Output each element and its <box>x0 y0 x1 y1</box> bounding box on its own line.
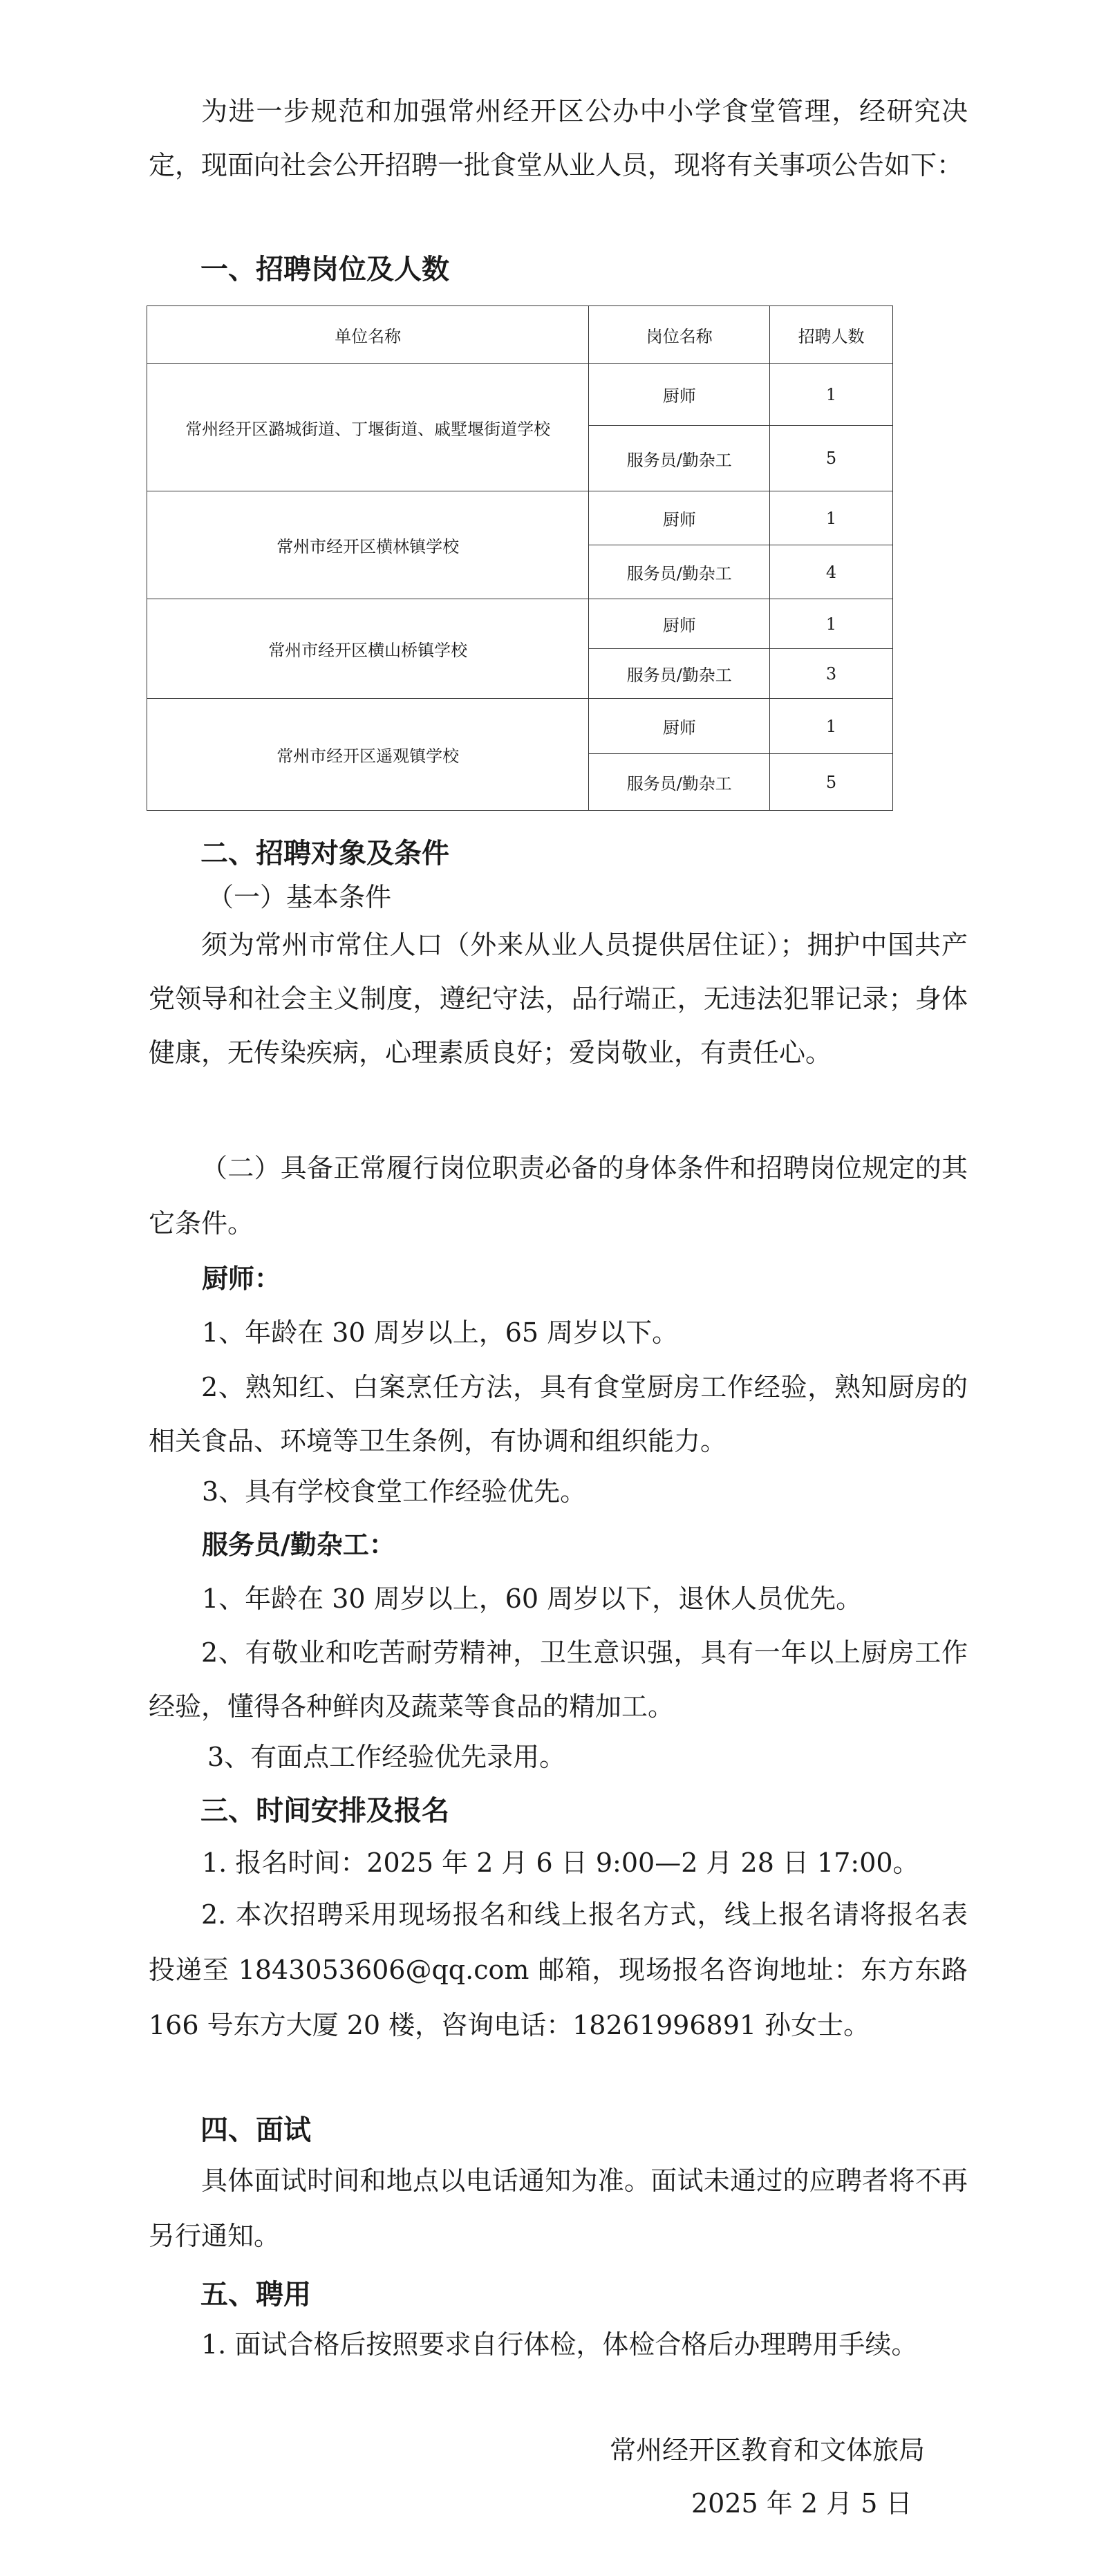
basic-conditions-title: （一）基本条件 <box>207 882 392 912</box>
signature-date: 2025 年 2 月 5 日 <box>691 2488 912 2519</box>
section5-heading: 五、聘用 <box>200 2279 311 2311</box>
unit-name: 常州经开区潞城街道、丁堰街道、戚墅堰街道学校 <box>147 364 589 491</box>
other-conditions-text: （二）具备正常履行岗位职责必备的身体条件和招聘岗位规定的其它条件。 <box>149 1153 968 1239</box>
section1-heading: 一、招聘岗位及人数 <box>200 254 449 285</box>
registration-time: 1. 报名时间：2025 年 2 月 6 日 9:00—2 月 28 日 17:00。 <box>202 1848 919 1878</box>
post-count: 5 <box>770 754 893 811</box>
unit-name: 常州市经开区遥观镇学校 <box>147 699 589 811</box>
chef-item: 3、具有学校食堂工作经验优先。 <box>202 1476 587 1507</box>
header-count: 招聘人数 <box>770 306 893 364</box>
staff-item: 2、有敬业和吃苦耐劳精神，卫生意识强，具有一年以上厨房工作经验，懂得各种鲜肉及蔬菜等食品的精加工。 <box>149 1637 968 1722</box>
section4-heading: 四、面试 <box>200 2114 311 2146</box>
post-count: 4 <box>770 545 893 599</box>
post-count: 1 <box>770 599 893 649</box>
chef-item: 1、年龄在 30 周岁以上，65 周岁以下。 <box>202 1317 679 1348</box>
signature-org: 常州经开区教育和文体旅局 <box>610 2435 926 2465</box>
staff-item: 1、年龄在 30 周岁以上，60 周岁以下，退休人员优先。 <box>202 1583 863 1614</box>
basic-conditions-text: 须为常州市常住人口（外来从业人员提供居住证）；拥护中国共产党领导和社会主义制度，遵纪守法，品行端正，无违法犯罪记录；身体健康，无传染疾病，心理素质良好；爱岗敬业，有责任心。 <box>149 930 968 1068</box>
chef-item: 2、熟知红、白案烹任方法，具有食堂厨房工作经验，熟知厨房的相关食品、环境等卫生条例，有协调和组织能力。 <box>149 1372 968 1456</box>
post-count: 1 <box>770 699 893 754</box>
recruitment-table <box>147 305 893 811</box>
post-name: 服务员/勤杂工 <box>589 754 770 811</box>
post-name: 厨师 <box>589 599 770 649</box>
post-name: 厨师 <box>589 364 770 426</box>
post-count: 3 <box>770 649 893 699</box>
post-count: 5 <box>770 426 893 491</box>
employment-text: 1. 面试合格后按照要求自行体检，体检合格后办理聘用手续。 <box>201 2329 918 2360</box>
post-count: 1 <box>770 491 893 545</box>
chef-title: 厨师： <box>202 1263 281 1294</box>
post-name: 服务员/勤杂工 <box>589 649 770 699</box>
section2-heading: 二、招聘对象及条件 <box>200 838 449 869</box>
unit-name: 常州市经开区横山桥镇学校 <box>147 599 589 699</box>
staff-item: 3、有面点工作经验优先录用。 <box>207 1742 566 1772</box>
header-unit: 单位名称 <box>147 306 589 364</box>
post-name: 服务员/勤杂工 <box>589 426 770 491</box>
header-post: 岗位名称 <box>589 306 770 364</box>
post-name: 厨师 <box>589 491 770 545</box>
interview-text: 具体面试时间和地点以电话通知为准。面试未通过的应聘者将不再另行通知。 <box>149 2165 968 2251</box>
post-name: 服务员/勤杂工 <box>589 545 770 599</box>
unit-name: 常州市经开区横林镇学校 <box>147 491 589 599</box>
post-count: 1 <box>770 364 893 426</box>
staff-title: 服务员/勤杂工： <box>202 1530 395 1560</box>
post-name: 厨师 <box>589 699 770 754</box>
registration-method: 2. 本次招聘采用现场报名和线上报名方式，线上报名请将报名表投递至 1843053606@qq.com 邮箱，现场报名咨询地址：东方东路 166 号东方大厦 20 楼，咨询电话：18261996891 孙女士。 <box>149 1899 968 2040</box>
intro-paragraph: 为进一步规范和加强常州经开区公办中小学食堂管理，经研究决定，现面向社会公开招聘一批食堂从业人员，现将有关事项公告如下： <box>149 96 968 180</box>
section3-heading: 三、时间安排及报名 <box>200 1795 449 1827</box>
